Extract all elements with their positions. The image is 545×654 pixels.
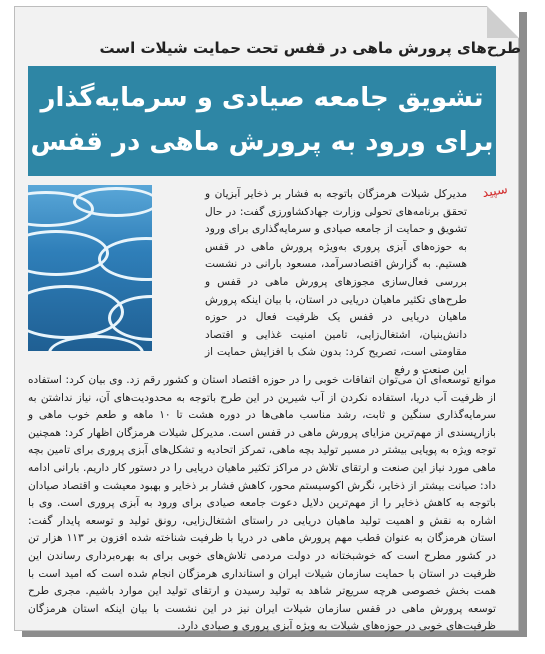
headline-box bbox=[28, 66, 496, 176]
article-column-text: مدیرکل شیلات هرمزگان باتوجه به فشار بر ذخایر آبزیان و تحقق برنامه‌های تحولی وزارت جهادکشاورزی گفت: در حال تشویق و حمایت از جامعه صیادی و سرمایه‌گذاری برای ورود به حوزه‌های آبزی پروری به‌ویژه پرورش ماهی در قفس هستیم. به گزارش اقتصادسرآمد، مسعود بارانی در نشست بررسی فعال‌سازی مجوزهای پرورش ماهی در قفس و طرح‌های تکثیر ماهیان دریایی در استان، با بیان اینکه پرورش ماهیان دریایی در قفس یک ظرفیت فعال در حوزه دانش‌بنیان، اشتغال‌زایی، تامین امنیت غذایی و اقتصاد مقاومتی است، تصریح کرد: بدون شک با افزایش حمایت از این صنعت و رفع bbox=[205, 188, 467, 376]
kicker-headline: طرح‌های پرورش ماهی در قفس تحت حمایت شیلات است bbox=[99, 39, 521, 57]
page-fold bbox=[487, 6, 519, 38]
article-body-text: موانع توسعه‌ای آن می‌توان اتفاقات خوبی را در حوزه اقتصاد استان و کشور رقم زد. وی بیان کرد: استفاده از ظرفیت آب دریا، استفاده نکردن از آب شیرین در این طرح باتوجه به محدودیت‌های آن، نیاز نداشتن به سرمایه‌گذاری سنگین و ثابت، رشد مناسب ماهی‌ها در دوره هشت تا ۱۰ ماهه و طعم خوب ماهی و بازارپسندی از مهم‌ترین مزایای پرورش ماهی در قفس است. مدیرکل شیلات هرمزگان اظهار کرد: همچنین توجه ویژه به پویایی بیشتر در مسیر تولید بچه ماهی، تمرکز اتحادیه و تشکل‌های آبزی پروری برای تامین بچه ماهی مورد نیاز این صنعت و ارتقای تلاش در مراکز تکثیر ماهیان دریایی را در دستور کار داریم. بارانی ادامه داد: صیانت بیشتر از ذخایر، نگرش اکوسیستم محور، کاهش فشار بر ذخایر و بهبود معیشت و اقتصاد صیادان باتوجه به کاهش ذخایر را از مهم‌ترین دلایل دعوت جامعه صیادی برای ورود به آبزی پروری است. وی با اشاره به نقش و اهمیت تولید ماهیان دریایی در راستای اشتغال‌زایی، رونق تولید و توسعه پایدار گفت: استان هرمزگان به عنوان قطب مهم پرورش ماهی در دریا با ظرفیت شناخته شده افزون بر ۱۱۳ هزار تن در کشور مطرح است که خوشبختانه در دولت مردمی تلاش‌های خوبی برای به بهره‌برداری رساندن این ظرفیت در استان با حمایت سازمان شیلات ایران و استانداری هرمزگان انجام شده است که امید است با همت بخش خصوصی هرچه سریع‌تر شاهد به تولید رسیدن و ارتقای تولید این موارد باشیم. مجری طرح توسعه پرورش ماهی در قفس سازمان شیلات ایران نیز در این نشست با بیان اینکه استان هرمزگان ظرفیت‌های خوبی در حوزه‌های شیلات به ویژه آبزی پروری و صیادی دارد. bbox=[28, 374, 496, 633]
headline-line-1: تشویق جامعه صیادی و سرمایه‌گذار bbox=[40, 83, 484, 113]
source-logo: سپید bbox=[481, 181, 509, 202]
headline-line-2: برای ورود به پرورش ماهی در قفس bbox=[30, 127, 494, 157]
fish-cage-photo bbox=[28, 185, 152, 351]
